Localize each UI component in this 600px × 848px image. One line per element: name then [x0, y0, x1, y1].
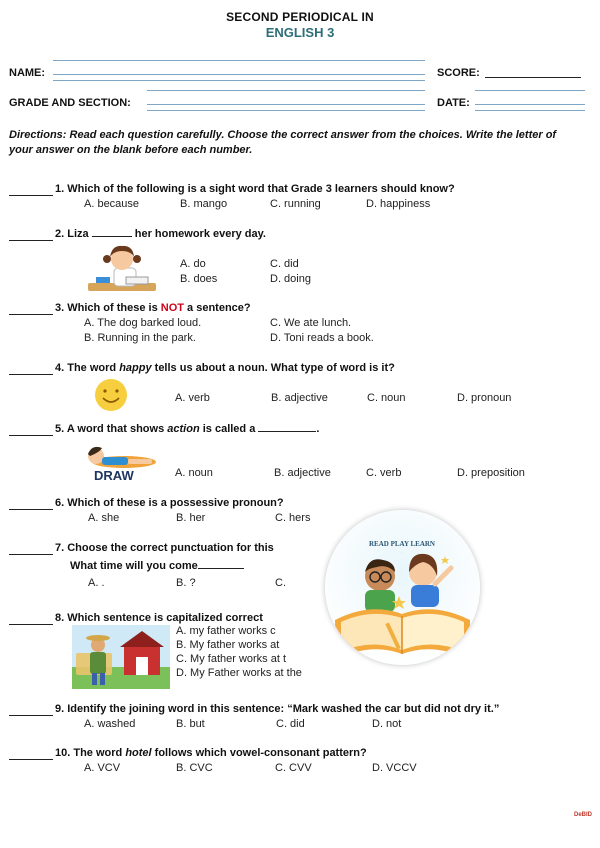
grade-label: GRADE AND SECTION: — [9, 97, 131, 109]
q2-option-c: C. did — [270, 258, 299, 270]
footer-logo: DeBID — [574, 812, 593, 818]
q4-pre: 4. The word — [55, 362, 117, 374]
q9-option-a: A. washed — [84, 718, 136, 730]
q9-option-d: D. not — [372, 718, 402, 730]
question-6: 6. Which of these is a possessive pronoun? — [55, 497, 284, 509]
child-drawing-image — [78, 440, 160, 482]
question-4 — [55, 362, 395, 374]
grade-line-top — [147, 90, 425, 91]
q10-option-d: D. VCCV — [372, 762, 417, 774]
q5-option-b: B. adjective — [274, 467, 331, 479]
question-9: 9. Identify the joining word in this sentence: “Mark washed the car but did not dry it.” — [55, 703, 500, 715]
q10-option-c: C. CVV — [275, 762, 312, 774]
q10-post: follows which vowel-consonant pattern? — [154, 747, 367, 759]
answer-blank-5[interactable] — [9, 424, 53, 436]
q4-emphasis: happy — [119, 362, 152, 374]
q4-option-a: A. verb — [175, 392, 210, 404]
q10-option-a: A. VCV — [84, 762, 121, 774]
q2-pre: 2. Liza — [55, 228, 89, 240]
exam-title: SECOND PERIODICAL IN — [226, 10, 374, 24]
q8-option-a: A. my father works c — [176, 625, 276, 637]
q5-fill-blank — [258, 431, 316, 432]
girl-doing-homework-image — [86, 243, 158, 295]
q2-option-b: B. does — [180, 273, 218, 285]
question-2 — [55, 228, 266, 240]
q1-option-a: A. because — [84, 198, 140, 210]
read-play-learn-overlay — [325, 510, 480, 665]
q3-option-d: D. Toni reads a book. — [270, 332, 374, 344]
question-5 — [55, 423, 319, 435]
answer-blank-6[interactable] — [9, 498, 53, 510]
date-line[interactable] — [475, 104, 585, 105]
q5-option-a: A. noun — [175, 467, 213, 479]
q7-fill-blank — [198, 568, 244, 569]
q8-option-b: B. My father works at — [176, 639, 280, 651]
q1-option-c: C. running — [270, 198, 321, 210]
q3-option-c: C. We ate lunch. — [270, 317, 352, 329]
name-label: NAME: — [9, 67, 46, 79]
smiley-face-icon — [92, 377, 130, 413]
directions: Directions: Read each question carefully. Choose the correct answer from the choices. Write the letter of your answer on the blank before each number. — [9, 129, 557, 156]
q5-post: is called a — [202, 423, 256, 435]
answer-blank-4[interactable] — [9, 363, 53, 375]
date-line-top — [475, 90, 585, 91]
question-3 — [55, 302, 251, 314]
q6-option-c: C. hers — [275, 512, 311, 524]
exam-subject: ENGLISH 3 — [265, 25, 335, 40]
question-10 — [55, 747, 367, 759]
q3-pre: 3. Which of these is — [55, 302, 158, 314]
score-label: SCORE: — [437, 67, 480, 79]
q9-option-c: C. did — [276, 718, 305, 730]
answer-blank-8[interactable] — [9, 613, 53, 625]
answer-blank-9[interactable] — [9, 704, 53, 716]
q10-emphasis: hotel — [125, 747, 152, 759]
q3-emphasis: NOT — [160, 302, 184, 314]
q1-option-b: B. mango — [180, 198, 228, 210]
q8-option-c: C. My father works at t — [176, 653, 287, 665]
q4-option-b: B. adjective — [271, 392, 328, 404]
q7-option-c: C. — [275, 577, 286, 589]
logo-text: READ PLAY LEARN — [369, 540, 435, 548]
q5-option-c: C. verb — [366, 467, 402, 479]
q6-option-b: B. her — [176, 512, 206, 524]
q8-option-d: D. My Father works at the — [176, 667, 302, 679]
q5-option-d: D. preposition — [457, 467, 525, 479]
name-line-top — [53, 60, 425, 61]
date-line-bottom — [475, 110, 585, 111]
q1-option-d: D. happiness — [366, 198, 431, 210]
q5-pre: 5. A word that shows — [55, 423, 165, 435]
answer-blank-1[interactable] — [9, 184, 53, 196]
q3-option-a: A. The dog barked loud. — [84, 317, 202, 329]
q7-option-a: A. . — [88, 577, 105, 589]
score-line[interactable] — [485, 77, 581, 78]
farmer-barn-image — [72, 625, 170, 689]
q2-fill-blank — [92, 236, 132, 237]
q4-option-c: C. noun — [367, 392, 406, 404]
q9-option-b: B. but — [176, 718, 205, 730]
q6-option-a: A. she — [88, 512, 120, 524]
name-line-bottom — [53, 80, 425, 81]
q2-option-a: A. do — [180, 258, 206, 270]
answer-blank-3[interactable] — [9, 303, 53, 315]
q4-post: tells us about a noun. What type of word is it? — [154, 362, 395, 374]
q3-option-b: B. Running in the park. — [84, 332, 196, 344]
answer-blank-10[interactable] — [9, 748, 53, 760]
q4-option-d: D. pronoun — [457, 392, 512, 404]
q7-sentence — [70, 560, 244, 572]
q2-option-d: D. doing — [270, 273, 311, 285]
name-line[interactable] — [53, 74, 425, 75]
answer-blank-2[interactable] — [9, 229, 53, 241]
q5-emphasis: action — [167, 423, 200, 435]
grade-line[interactable] — [147, 104, 425, 105]
q2-post: her homework every day. — [134, 228, 266, 240]
q10-option-b: B. CVC — [176, 762, 213, 774]
q3-post: a sentence? — [187, 302, 251, 314]
question-7: 7. Choose the correct punctuation for this — [55, 542, 274, 554]
answer-blank-7[interactable] — [9, 543, 53, 555]
date-label: DATE: — [437, 97, 470, 109]
question-1: 1. Which of the following is a sight word that Grade 3 learners should know? — [55, 183, 455, 195]
q5-end: . — [316, 423, 320, 435]
children-reading-book-image — [325, 510, 480, 665]
question-8: 8. Which sentence is capitalized correct — [55, 612, 263, 624]
q7-option-b: B. ? — [176, 577, 196, 589]
draw-label: DRAW — [94, 468, 134, 482]
q10-pre: 10. The word — [55, 747, 123, 759]
grade-line-bottom — [147, 110, 425, 111]
svg-text:·: · — [401, 550, 403, 555]
q7-sentence-text: What time will you come — [70, 560, 198, 572]
